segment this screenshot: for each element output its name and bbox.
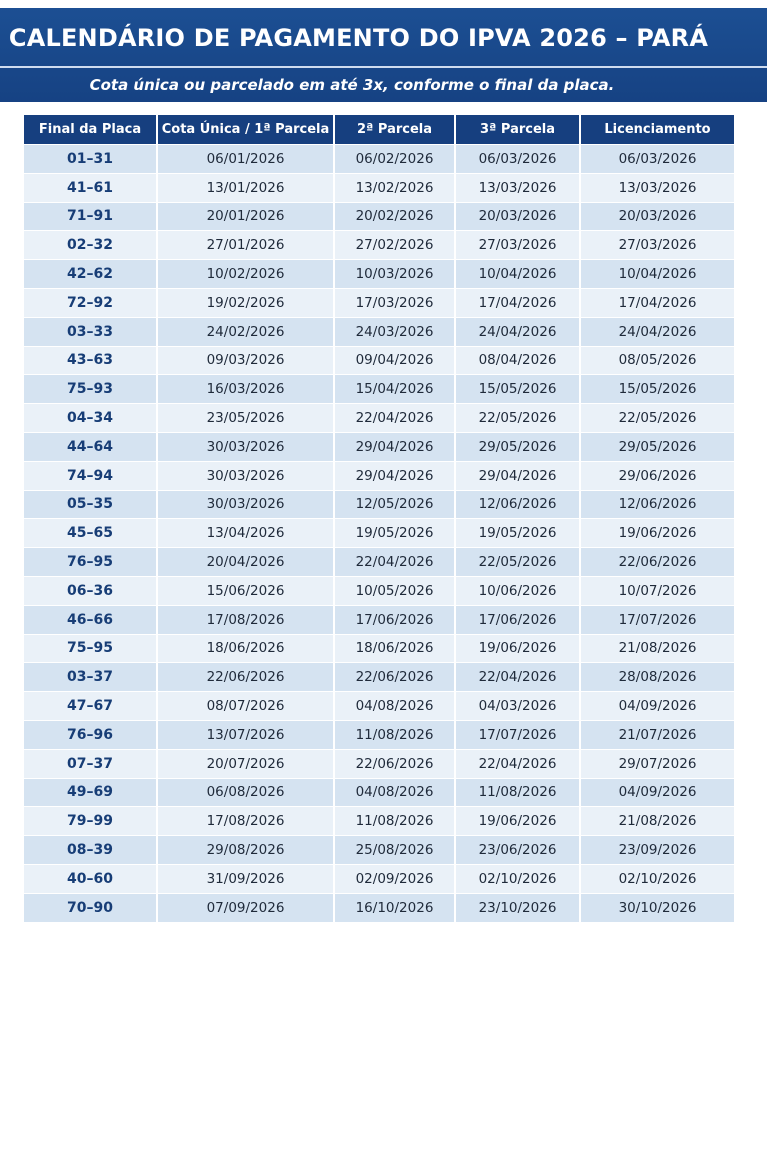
second-installment-date-cell: 04/08/2026 [334,778,455,807]
licensing-date-cell: 04/09/2026 [580,778,734,807]
licensing-date-cell: 17/04/2026 [580,288,734,317]
second-installment-date-cell: 17/03/2026 [334,288,455,317]
second-installment-date-cell: 09/04/2026 [334,346,455,375]
third-installment-date-cell: 23/06/2026 [455,836,580,865]
single-quota-date-cell: 22/06/2026 [157,663,334,692]
plate-ending-cell: 75–93 [24,375,157,404]
banner-divider [0,66,767,68]
table-row [24,375,734,404]
third-installment-date-cell: 10/04/2026 [455,260,580,289]
single-quota-date-cell: 09/03/2026 [157,346,334,375]
table-row [24,720,734,749]
second-installment-date-cell: 25/08/2026 [334,836,455,865]
third-installment-date-cell: 17/07/2026 [455,720,580,749]
plate-ending-cell: 46–66 [24,605,157,634]
table-row [24,605,734,634]
single-quota-date-cell: 17/08/2026 [157,605,334,634]
table-row [24,519,734,548]
third-installment-date-cell: 22/05/2026 [455,548,580,577]
third-installment-date-cell: 11/08/2026 [455,778,580,807]
third-installment-date-cell: 06/03/2026 [455,145,580,174]
licensing-date-cell: 21/08/2026 [580,634,734,663]
table-row [24,317,734,346]
single-quota-date-cell: 29/08/2026 [157,836,334,865]
plate-ending-cell: 41–61 [24,173,157,202]
second-installment-date-cell: 06/02/2026 [334,145,455,174]
plate-ending-cell: 07–37 [24,749,157,778]
single-quota-date-cell: 30/03/2026 [157,490,334,519]
table-row [24,173,734,202]
plate-ending-cell: 72–92 [24,288,157,317]
licensing-date-cell: 02/10/2026 [580,864,734,893]
second-installment-date-cell: 02/09/2026 [334,864,455,893]
single-quota-date-cell: 30/03/2026 [157,461,334,490]
second-installment-date-cell: 19/05/2026 [334,519,455,548]
second-installment-date-cell: 29/04/2026 [334,461,455,490]
column-header-second-installment: 2ª Parcela [334,115,455,145]
single-quota-date-cell: 20/07/2026 [157,749,334,778]
second-installment-date-cell: 27/02/2026 [334,231,455,260]
third-installment-date-cell: 27/03/2026 [455,231,580,260]
single-quota-date-cell: 13/04/2026 [157,519,334,548]
table-row [24,576,734,605]
table-body [24,145,734,922]
plate-ending-cell: 05–35 [24,490,157,519]
second-installment-date-cell: 12/05/2026 [334,490,455,519]
licensing-date-cell: 06/03/2026 [580,145,734,174]
plate-ending-cell: 49–69 [24,778,157,807]
third-installment-date-cell: 17/06/2026 [455,605,580,634]
plate-ending-cell: 76–95 [24,548,157,577]
table-row [24,260,734,289]
payment-calendar-table-wrapper [24,115,734,922]
licensing-date-cell: 21/08/2026 [580,807,734,836]
licensing-date-cell: 20/03/2026 [580,202,734,231]
second-installment-date-cell: 18/06/2026 [334,634,455,663]
table-row [24,231,734,260]
third-installment-date-cell: 19/06/2026 [455,807,580,836]
second-installment-date-cell: 29/04/2026 [334,432,455,461]
second-installment-date-cell: 22/04/2026 [334,548,455,577]
plate-ending-cell: 40–60 [24,864,157,893]
second-installment-date-cell: 13/02/2026 [334,173,455,202]
third-installment-date-cell: 23/10/2026 [455,893,580,921]
page-title: CALENDÁRIO DE PAGAMENTO DO IPVA 2026 – PARÁ [8,24,709,52]
single-quota-date-cell: 13/07/2026 [157,720,334,749]
licensing-date-cell: 22/06/2026 [580,548,734,577]
second-installment-date-cell: 22/04/2026 [334,404,455,433]
licensing-date-cell: 10/07/2026 [580,576,734,605]
third-installment-date-cell: 20/03/2026 [455,202,580,231]
table-row [24,864,734,893]
single-quota-date-cell: 17/08/2026 [157,807,334,836]
second-installment-date-cell: 04/08/2026 [334,692,455,721]
third-installment-date-cell: 08/04/2026 [455,346,580,375]
plate-ending-cell: 47–67 [24,692,157,721]
table-row [24,432,734,461]
single-quota-date-cell: 16/03/2026 [157,375,334,404]
payment-calendar-table [24,115,734,922]
single-quota-date-cell: 24/02/2026 [157,317,334,346]
plate-ending-cell: 01–31 [24,145,157,174]
column-header-third-installment: 3ª Parcela [455,115,580,145]
plate-ending-cell: 02–32 [24,231,157,260]
second-installment-date-cell: 10/05/2026 [334,576,455,605]
licensing-date-cell: 13/03/2026 [580,173,734,202]
third-installment-date-cell: 17/04/2026 [455,288,580,317]
single-quota-date-cell: 30/03/2026 [157,432,334,461]
third-installment-date-cell: 02/10/2026 [455,864,580,893]
second-installment-date-cell: 15/04/2026 [334,375,455,404]
licensing-date-cell: 29/05/2026 [580,432,734,461]
second-installment-date-cell: 16/10/2026 [334,893,455,921]
third-installment-date-cell: 04/03/2026 [455,692,580,721]
licensing-date-cell: 10/04/2026 [580,260,734,289]
column-header-single-quota: Cota Única / 1ª Parcela [157,115,334,145]
single-quota-date-cell: 31/09/2026 [157,864,334,893]
plate-ending-cell: 03–37 [24,663,157,692]
plate-ending-cell: 79–99 [24,807,157,836]
column-header-licensing: Licenciamento [580,115,734,145]
licensing-date-cell: 17/07/2026 [580,605,734,634]
second-installment-date-cell: 11/08/2026 [334,720,455,749]
licensing-date-cell: 29/06/2026 [580,461,734,490]
single-quota-date-cell: 27/01/2026 [157,231,334,260]
second-installment-date-cell: 11/08/2026 [334,807,455,836]
table-row [24,893,734,921]
table-row [24,346,734,375]
licensing-date-cell: 30/10/2026 [580,893,734,921]
plate-ending-cell: 71–91 [24,202,157,231]
table-row [24,634,734,663]
single-quota-date-cell: 10/02/2026 [157,260,334,289]
table-header-row [24,115,734,145]
table-row [24,490,734,519]
plate-ending-cell: 44–64 [24,432,157,461]
second-installment-date-cell: 22/06/2026 [334,663,455,692]
page-subtitle: Cota única ou parcelado em até 3x, conforme o final da placa. [89,76,615,94]
third-installment-date-cell: 22/05/2026 [455,404,580,433]
header-banner [0,8,767,102]
licensing-date-cell: 21/07/2026 [580,720,734,749]
single-quota-date-cell: 15/06/2026 [157,576,334,605]
licensing-date-cell: 29/07/2026 [580,749,734,778]
single-quota-date-cell: 06/08/2026 [157,778,334,807]
licensing-date-cell: 12/06/2026 [580,490,734,519]
licensing-date-cell: 28/08/2026 [580,663,734,692]
licensing-date-cell: 04/09/2026 [580,692,734,721]
second-installment-date-cell: 10/03/2026 [334,260,455,289]
single-quota-date-cell: 20/04/2026 [157,548,334,577]
table-row [24,288,734,317]
third-installment-date-cell: 13/03/2026 [455,173,580,202]
licensing-date-cell: 08/05/2026 [580,346,734,375]
third-installment-date-cell: 29/05/2026 [455,432,580,461]
table-row [24,145,734,174]
table-row [24,692,734,721]
table-row [24,778,734,807]
plate-ending-cell: 76–96 [24,720,157,749]
single-quota-date-cell: 18/06/2026 [157,634,334,663]
single-quota-date-cell: 08/07/2026 [157,692,334,721]
second-installment-date-cell: 20/02/2026 [334,202,455,231]
second-installment-date-cell: 17/06/2026 [334,605,455,634]
table-row [24,404,734,433]
plate-ending-cell: 04–34 [24,404,157,433]
table-row [24,202,734,231]
plate-ending-cell: 06–36 [24,576,157,605]
single-quota-date-cell: 19/02/2026 [157,288,334,317]
licensing-date-cell: 24/04/2026 [580,317,734,346]
single-quota-date-cell: 23/05/2026 [157,404,334,433]
licensing-date-cell: 23/09/2026 [580,836,734,865]
plate-ending-cell: 03–33 [24,317,157,346]
plate-ending-cell: 42–62 [24,260,157,289]
plate-ending-cell: 70–90 [24,893,157,921]
third-installment-date-cell: 15/05/2026 [455,375,580,404]
third-installment-date-cell: 24/04/2026 [455,317,580,346]
single-quota-date-cell: 07/09/2026 [157,893,334,921]
second-installment-date-cell: 24/03/2026 [334,317,455,346]
third-installment-date-cell: 10/06/2026 [455,576,580,605]
plate-ending-cell: 75–95 [24,634,157,663]
third-installment-date-cell: 19/05/2026 [455,519,580,548]
licensing-date-cell: 22/05/2026 [580,404,734,433]
single-quota-date-cell: 20/01/2026 [157,202,334,231]
third-installment-date-cell: 19/06/2026 [455,634,580,663]
licensing-date-cell: 19/06/2026 [580,519,734,548]
plate-ending-cell: 43–63 [24,346,157,375]
licensing-date-cell: 15/05/2026 [580,375,734,404]
table-row [24,836,734,865]
plate-ending-cell: 45–65 [24,519,157,548]
table-row [24,548,734,577]
table-row [24,749,734,778]
plate-ending-cell: 74–94 [24,461,157,490]
table-row [24,663,734,692]
column-header-plate-ending: Final da Placa [24,115,157,145]
third-installment-date-cell: 22/04/2026 [455,663,580,692]
table-row [24,461,734,490]
second-installment-date-cell: 22/06/2026 [334,749,455,778]
table-row [24,807,734,836]
plate-ending-cell: 08–39 [24,836,157,865]
single-quota-date-cell: 06/01/2026 [157,145,334,174]
third-installment-date-cell: 29/04/2026 [455,461,580,490]
single-quota-date-cell: 13/01/2026 [157,173,334,202]
third-installment-date-cell: 12/06/2026 [455,490,580,519]
licensing-date-cell: 27/03/2026 [580,231,734,260]
third-installment-date-cell: 22/04/2026 [455,749,580,778]
